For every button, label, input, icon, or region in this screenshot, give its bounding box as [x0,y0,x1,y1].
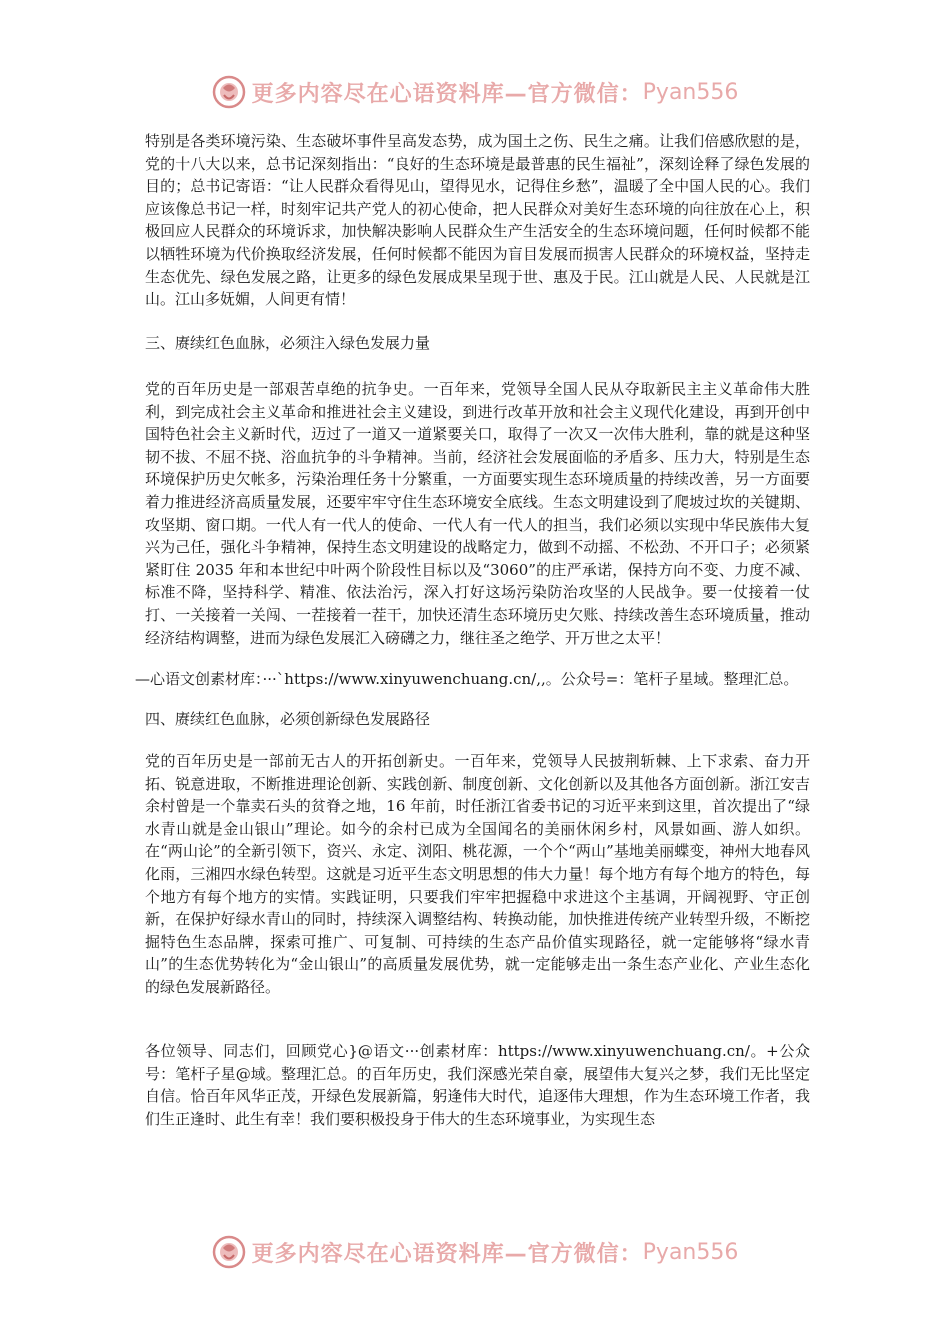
source-note-line: —心语文创素材库：···`https://www.xinyuwenchuang.cn/,,。公众号=：笔杆子星域。整理汇总。 [135,670,799,688]
section-heading-3: 三、赓续红色血脉，必须注入绿色发展力量 [145,334,431,352]
paragraph-closing: 各位领导、同志们，回顾党心}@语文···创素材库：https://www.xinyuwenchuang.cn/。+公众号：笔杆子星@域。整理汇总。的百年历史，我们深感光荣自豪，展望伟大复兴之梦，我们无比坚定自信。恰百年风华正茂，开绿色发展新篇，躬逢伟大时代，追逐伟大理想，作为生态环境工作者，我们生正逢时、此生有幸！我们要积极投身于伟大的生态环境事业，为实现生态 [145,1042,810,1128]
watermark-text: 更多内容尽在心语资料库—官方微信： [251,81,643,107]
watermark-wechat-id: Pyan556 [642,79,739,105]
watermark-logo-icon [212,1235,246,1269]
paragraph-ecology-livelihood: 特别是各类环境污染、生态破坏事件呈高发态势，成为国土之伤、民生之痛。让我们倍感欣慰的是，党的十八大以来，总书记深刻指出：“良好的生态环境是最普惠的民生福祉”，深刻诠释了绿色发展的目的；总书记寄语：“让人民群众看得见山，望得见水，记得住乡愁”，温暖了全中国人民的心。我们应该像总书记一样，时刻牢记共产党人的初心使命，把人民群众对美好生态环境的向往放在心上，积极回应人民群众的环境诉求，加快解决影响人民群众生产生活安全的生态环境问题，任何时候都不能以牺牲环境为代价换取经济发展，任何时候都不能因为盲目发展而损害人民群众的环境权益，坚持走生态优先、绿色发展之路，让更多的绿色发展成果呈现于世、惠及于民。江山就是人民、人民就是江山。江山多妩媚，人间更有情！ [145,132,810,309]
watermark-footer [0,1232,950,1272]
paragraph-struggle-history: 党的百年历史是一部艰苦卓绝的抗争史。一百年来，党领导全国人民从夺取新民主主义革命伟大胜利，到完成社会主义革命和推进社会主义建设，到进行改革开放和社会主义现代化建设，再到开创中国特色社会主义新时代，迈过了一道又一道紧要关口，取得了一次又一次伟大胜利，靠的就是这种坚韧不拔、不屈不挠、浴血抗争的斗争精神。当前，经济社会发展面临的矛盾多、压力大，特别是生态环境保护历史欠帐多，污染治理任务十分繁重，一方面要实现生态环境质量的持续改善，另一方面要着力推进经济高质量发展，还要牢牢守住生态环境安全底线。生态文明建设到了爬坡过坎的关键期、攻坚期、窗口期。一代人有一代人的使命、一代人有一代人的担当，我们必须以实现中华民族伟大复兴为己任，强化斗争精神，保持生态文明建设的战略定力，做到不动摇、不松劲、不开口子；必须紧紧盯住 2035 年和本世纪中叶两个阶段性目标以及“3060”的庄严承诺，保持方向不变、力度不减、标准不降，坚持科学、精准、依法治污，深入打好这场污染防治攻坚的人民战争。要一仗接着一仗打、一关接着一关闯、一茬接着一茬干，加快还清生态环境历史欠账、持续改善生态环境质量，推动经济结构调整，进而为绿色发展汇入磅礴之力，继往圣之绝学、开万世之太平！ [145,380,810,647]
section-heading-4: 四、赓续红色血脉，必须创新绿色发展路径 [145,710,431,728]
paragraph-innovation-history: 党的百年历史是一部前无古人的开拓创新史。一百年来，党领导人民披荆斩棘、上下求索、奋力开拓、锐意进取，不断推进理论创新、实践创新、制度创新、文化创新以及其他各方面创新。浙江安吉余村曾是一个靠卖石头的贫脊之地，16 年前，时任浙江省委书记的习近平来到这里，首次提出了“绿水青山就是金山银山”理论。如今的余村已成为全国闻名的美丽休闲乡村，风景如画、游人如织。在“两山论”的全新引领下，资兴、永定、浏阳、桃花源，一个个“两山”基地美丽蝶变，神州大地春风化雨，三湘四水绿色转型。这就是习近平生态文明思想的伟大力量！每个地方有每个地方的特色，每个地方有每个地方的实情。实践证明，只要我们牢牢把握稳中求进这个主基调，开阔视野、守正创新，在保护好绿水青山的同时，持续深入调整结构、转换动能，加快推进传统产业转型升级，不断挖掘特色生态品牌，探索可推广、可复制、可持续的生态产品价值实现路径，就一定能够将“绿水青山”的生态优势转化为“金山银山”的高质量发展优势，就一定能够走出一条生态产业化、产业生态化的绿色发展新路径。 [145,752,810,996]
watermark-wechat-id: Pyan556 [642,1239,739,1265]
watermark-text: 更多内容尽在心语资料库—官方微信： [251,1241,643,1267]
